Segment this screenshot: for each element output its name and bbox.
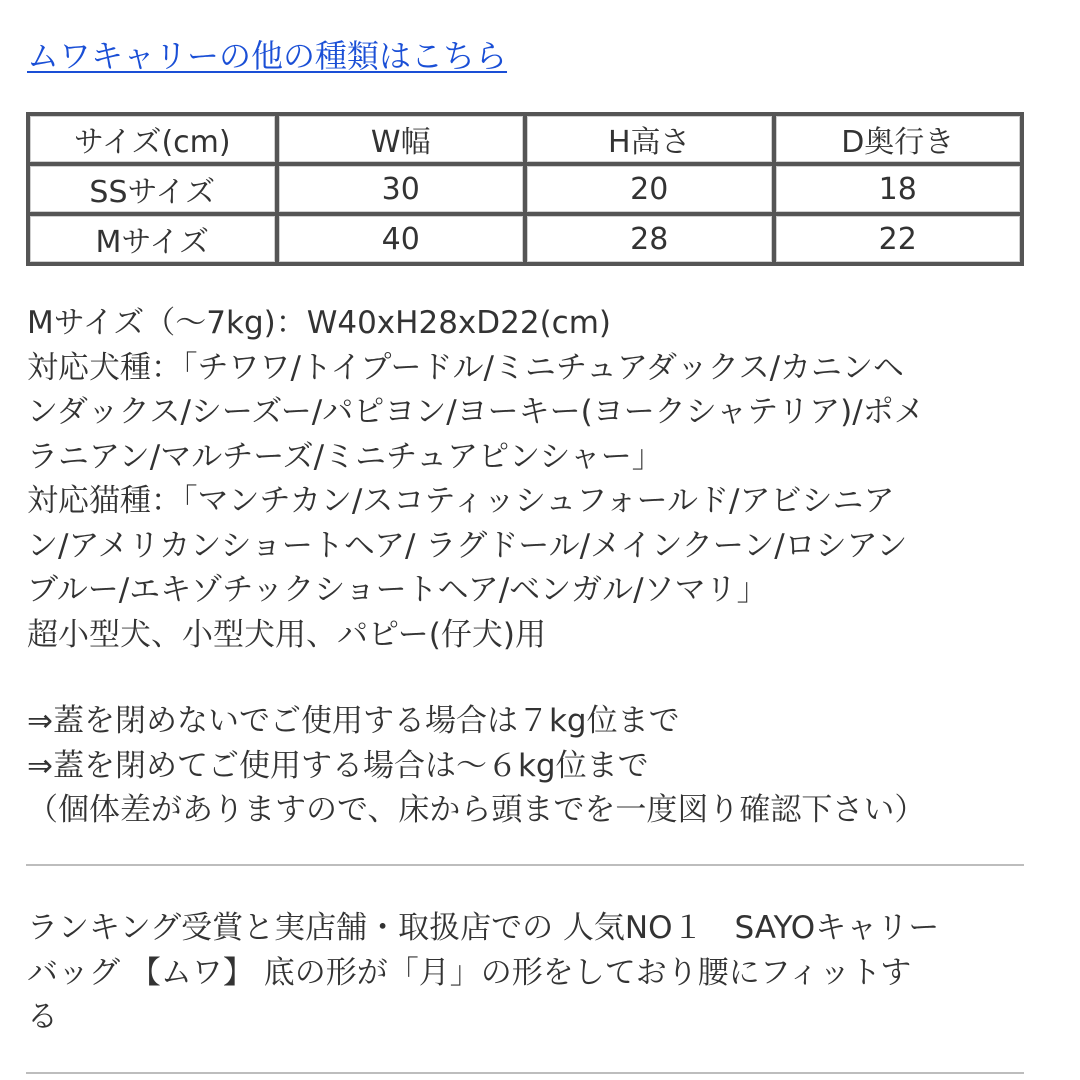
other-types-link[interactable]: ムワキャリーの他の種類はこちら xyxy=(27,37,508,75)
table-cell: 28 xyxy=(525,214,774,264)
description-line: ン/アメリカンショートヘア/ ラグドール/メインクーン/ロシアン xyxy=(27,527,908,564)
table-cell: 40 xyxy=(277,214,526,264)
description-line: ラニアン/マルチーズ/ミニチュアピンシャー」 xyxy=(27,438,663,475)
product-title xyxy=(27,906,1027,1040)
note-line: ⇒蓋を閉めてご使用する場合は〜６kg位まで xyxy=(27,747,649,784)
product-title-line: バッグ 【ムワ】 底の形が「月」の形をしており腰にフィットす xyxy=(27,954,912,991)
table-cell: 20 xyxy=(525,164,774,214)
size-table xyxy=(26,112,1024,266)
product-title-line: る xyxy=(27,999,58,1035)
table-cell: 22 xyxy=(774,214,1023,264)
description-line: ブルー/エキゾチックショートヘア/ベンガル/ソマリ」 xyxy=(27,572,768,608)
header-depth: D奥行き xyxy=(774,114,1023,164)
description-line: 対応猫種：「マンチカン/スコティッシュフォールド/アビシニア xyxy=(27,483,895,519)
header-height: H高さ xyxy=(525,114,774,164)
table-header-row xyxy=(28,114,1022,164)
table-row xyxy=(28,164,1022,214)
header-width: W幅 xyxy=(277,114,526,164)
description-line: ンダックス/シーズー/パピヨン/ヨーキー(ヨークシャテリア)/ポメ xyxy=(27,394,925,430)
description-line: 超小型犬、小型犬用、パピー(仔犬)用 xyxy=(27,616,546,653)
table-cell: 30 xyxy=(277,164,526,214)
header-size: サイズ(cm) xyxy=(28,114,277,164)
table-cell: Mサイズ xyxy=(28,214,277,264)
note-line: ⇒蓋を閉めないでご使用する場合は７kg位まで xyxy=(27,703,680,739)
divider xyxy=(26,1072,1024,1074)
table-cell: SSサイズ xyxy=(28,164,277,214)
usage-notes xyxy=(27,699,1027,833)
description-line: 対応犬種：「チワワ/トイプードル/ミニチュアダックス/カニンヘ xyxy=(27,349,905,386)
description-line: Mサイズ（〜7kg)：W40xH28xD22(cm) xyxy=(27,305,612,341)
divider xyxy=(26,864,1024,866)
table-cell: 18 xyxy=(774,164,1023,214)
table-row xyxy=(28,214,1022,264)
note-line: （個体差がありますので、床から頭までを一度図り確認下さい） xyxy=(27,792,926,828)
product-title-line: ランキング受賞と実店舗・取扱店での 人気NO１ SAYOキャリー xyxy=(27,910,940,946)
description-text xyxy=(27,301,1027,657)
